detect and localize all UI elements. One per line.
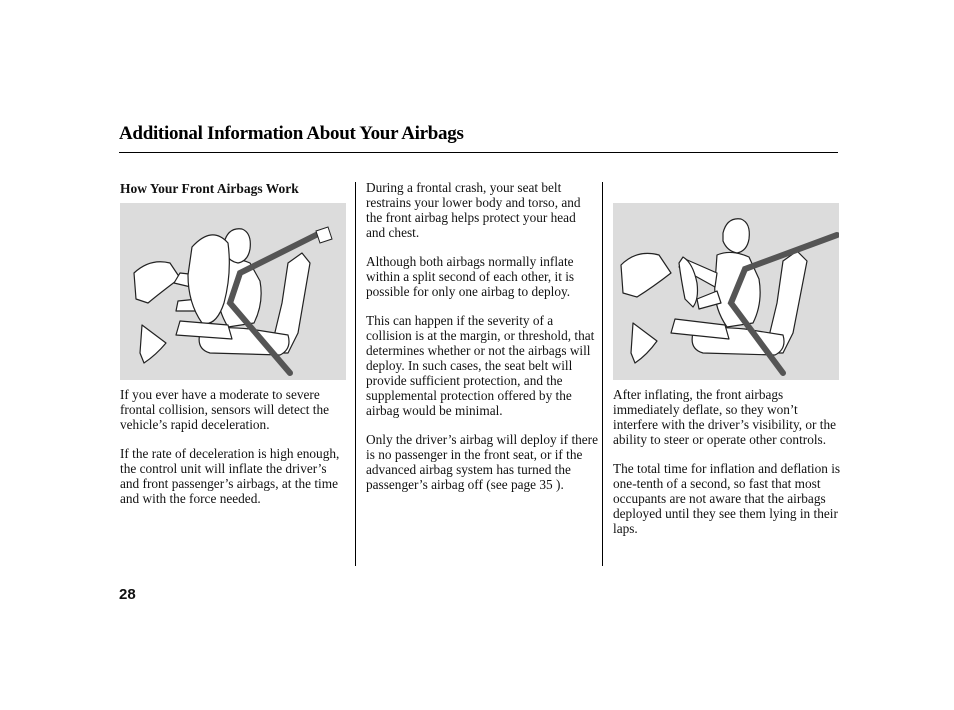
airbag-inflating-drawing [120,203,346,380]
title-rule [119,152,838,153]
illustration-airbag-inflating [120,203,346,380]
page-number: 28 [119,586,136,603]
column-2-text [366,181,598,507]
column-1-text [120,388,346,521]
column-divider-1 [355,182,356,566]
page-title: Additional Information About Your Airbags [119,123,464,144]
paragraph: After inflating, the front airbags immediately deflate, so they won’t interfere with the driver’s visibility, or the ability to steer or operate other controls. [613,387,837,447]
paragraph: If the rate of deceleration is high enough, the control unit will inflate the driver’s and front passenger’s airbags, at the time and with the force needed. [120,446,340,506]
paragraph: Only the driver’s airbag will deploy if there is no passenger in the front seat, or if the advanced airbag system has turned the passenger’s airbag off (see page 35 ). [366,432,599,492]
paragraph: Although both airbags normally inflate within a split second of each other, it is possible for only one airbag to deploy. [366,254,575,299]
section-subheading: How Your Front Airbags Work [120,181,299,196]
airbag-deflated-drawing [613,203,839,380]
illustration-airbag-deflated [613,203,839,380]
paragraph: The total time for inflation and deflation is one-tenth of a second, so fast that most occupants are not aware that the airbags deployed until they see them lying in their laps. [613,461,841,536]
paragraph: During a frontal crash, your seat belt restrains your lower body and torso, and the front airbag helps protect your head and chest. [366,180,581,240]
column-divider-2 [602,182,603,566]
column-3-text [613,388,841,551]
paragraph: This can happen if the severity of a collision is at the margin, or threshold, that determines whether or not the airbags will deploy. In such cases, the seat belt will provide sufficient protection, and the supplemental protection offered by the airbag would be minimal. [366,313,595,418]
paragraph: If you ever have a moderate to severe frontal collision, sensors will detect the vehicle’s rapid deceleration. [120,387,330,432]
